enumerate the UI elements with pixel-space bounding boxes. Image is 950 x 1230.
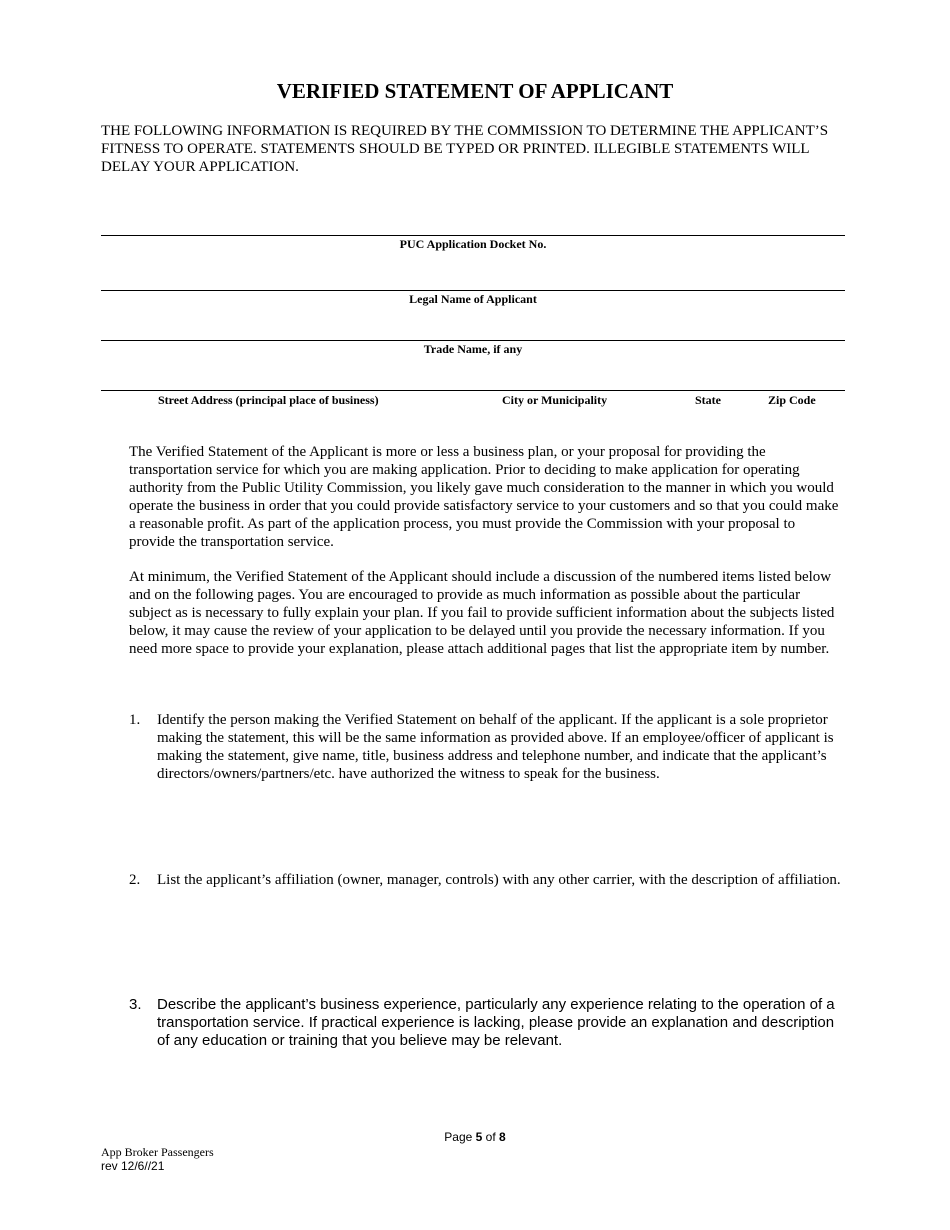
form-footer — [101, 1145, 214, 1173]
item-number: 3. — [129, 996, 142, 1013]
paragraph-business-plan: The Verified Statement of the Applicant is more or less a business plan, or your proposal for providing the transportation service for which you are making application. Prior to deciding to make application for operating authority from the Public Utility Commission, you likely gave much consideration to the manner in which you would operate the business in order that you could provide satisfactory service to your customers and so that you could make a reasonable profit. As part of the application process, you must provide the Commission with your proposal to provide the transportation service. — [129, 444, 839, 550]
legal-name-label: Legal Name of Applicant — [409, 292, 537, 306]
item-text: Describe the applicant’s business experience, particularly any experience relating to the operation of a transportation service. If practical experience is lacking, please provide an explanation and description of any education or training that you believe may be relevant. — [157, 996, 835, 1049]
docket-line — [101, 235, 845, 236]
trade-name-line — [101, 340, 845, 341]
page-total: 8 — [499, 1130, 506, 1144]
page-number — [0, 1130, 950, 1144]
intro-notice: THE FOLLOWING INFORMATION IS REQUIRED BY THE COMMISSION TO DETERMINE THE APPLICANT’S FITNESS TO OPERATE. STATEMENTS SHOULD BE TYPED OR PRINTED. ILLEGIBLE STATEMENTS WILL DELAY YOUR APPLICATION. — [101, 123, 829, 175]
paragraph-minimum-requirements: At minimum, the Verified Statement of the Applicant should include a discussion of the numbered items listed below and on the following pages. You are encouraged to provide as much information as possible about the particular subject as is necessary to fully explain your plan. If you fail to provide sufficient information about the subjects listed below, it may cause the review of your application to be delayed until you provide the necessary information. If you need more space to provide your explanation, please attach additional pages that list the appropriate item by number. — [129, 569, 835, 657]
item-text: Identify the person making the Verified Statement on behalf of the applicant. If the applicant is a sole proprietor making the statement, this will be the same information as provided above. If an employee/officer of applicant is making the statement, give name, title, business address and telephone number, and indicate that the applicant’s directors/owners/partners/etc. have authorized the witness to speak for the business. — [157, 712, 834, 782]
item-text: List the applicant’s affiliation (owner, manager, controls) with any other carrier, with the description of affiliation. — [157, 872, 841, 888]
item-number: 2. — [129, 872, 141, 888]
docket-label: PUC Application Docket No. — [399, 237, 547, 251]
revision-date: rev 12/6//21 — [101, 1159, 165, 1173]
state-label: State — [695, 393, 721, 407]
page-title: VERIFIED STATEMENT OF APPLICANT — [276, 79, 674, 103]
city-label: City or Municipality — [502, 393, 608, 407]
page-prefix: Page — [444, 1130, 476, 1144]
page-of: of — [482, 1130, 500, 1144]
street-address-label: Street Address (principal place of business) — [158, 393, 379, 407]
form-name: App Broker Passengers — [101, 1145, 214, 1159]
page-current: 5 — [475, 1130, 483, 1144]
trade-name-label: Trade Name, if any — [423, 342, 523, 356]
item-number: 1. — [129, 712, 141, 728]
address-line — [101, 390, 845, 391]
zip-code-label: Zip Code — [768, 393, 816, 407]
legal-name-line — [101, 290, 845, 291]
